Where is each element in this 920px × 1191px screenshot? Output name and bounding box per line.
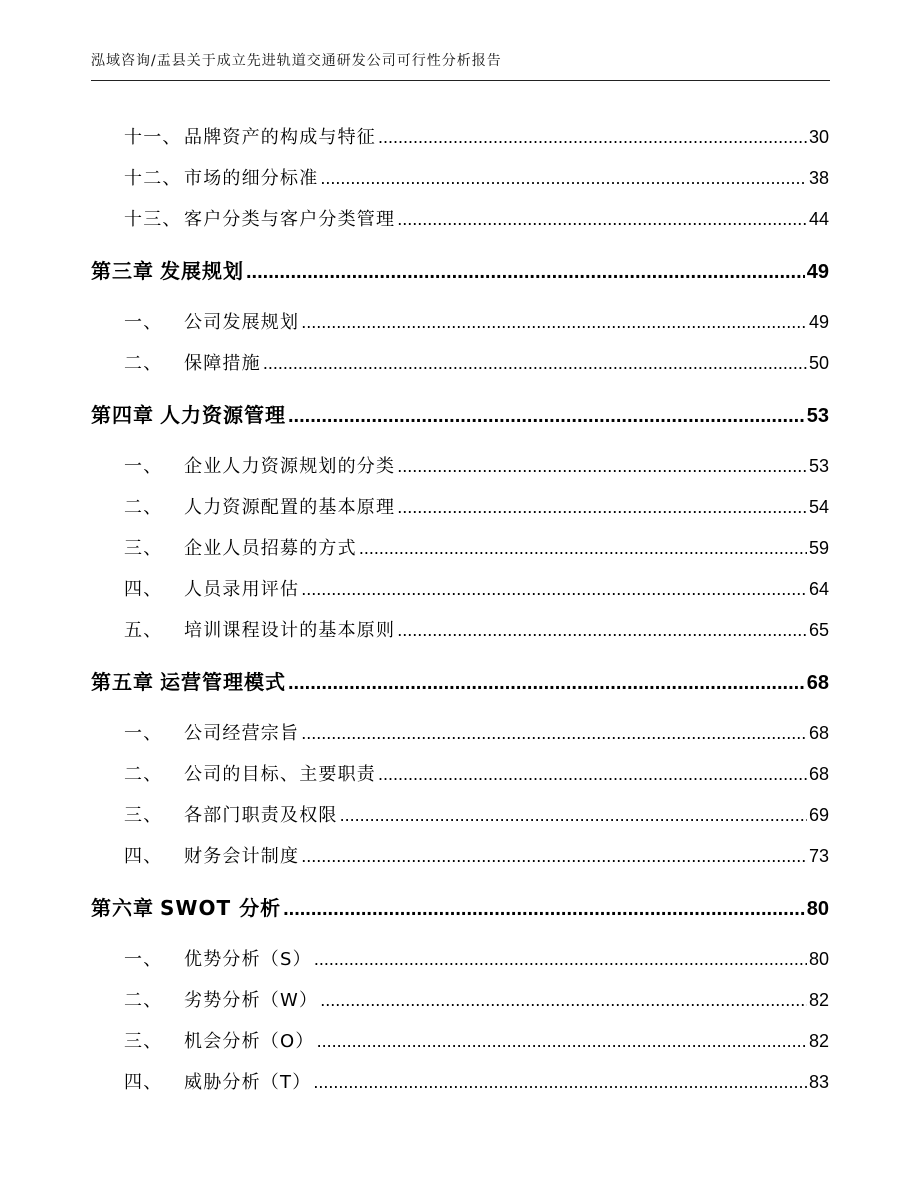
- entry-number: 十一、: [124, 127, 182, 148]
- chapter-page: 80: [806, 898, 829, 920]
- entry-page: 54: [808, 497, 829, 517]
- dot-leader: [301, 579, 807, 600]
- entry-page: 44: [808, 209, 829, 229]
- dot-leader: [288, 672, 805, 695]
- entry-title: 公司的目标、主要职责: [184, 764, 376, 785]
- entry-page: 38: [808, 168, 829, 188]
- toc-entry[interactable]: [124, 534, 829, 560]
- toc-entry[interactable]: [124, 760, 829, 786]
- entry-title: 机会分析（O）: [184, 1031, 315, 1052]
- dot-leader: [397, 456, 807, 477]
- dot-leader: [378, 127, 807, 148]
- chapter-title: 人力资源管理: [160, 403, 286, 427]
- entry-page: 68: [808, 723, 829, 743]
- entry-title: 客户分类与客户分类管理: [184, 209, 396, 230]
- entry-title: 公司经营宗旨: [184, 723, 300, 744]
- entry-page: 73: [808, 846, 829, 866]
- dot-leader: [397, 620, 807, 641]
- entry-page: 83: [808, 1072, 829, 1092]
- toc-entry[interactable]: [124, 945, 829, 971]
- chapter-number: 第六章: [91, 896, 154, 920]
- dot-leader: [397, 209, 807, 230]
- dot-leader: [314, 949, 807, 970]
- toc-entry[interactable]: [124, 1027, 829, 1053]
- entry-title: 人员录用评估: [184, 579, 300, 600]
- entry-number: 二、: [124, 990, 163, 1011]
- entry-title: 威胁分析（T）: [184, 1072, 312, 1093]
- chapter-page: 68: [806, 672, 829, 694]
- entry-page: 80: [808, 949, 829, 969]
- entry-page: 49: [808, 312, 829, 332]
- entry-title: 人力资源配置的基本原理: [184, 497, 396, 518]
- dot-leader: [263, 353, 807, 374]
- toc-entry[interactable]: [124, 1068, 829, 1094]
- dot-leader: [340, 805, 807, 826]
- entry-title: 培训课程设计的基本原则: [184, 620, 396, 641]
- dot-leader: [301, 846, 807, 867]
- toc-entry[interactable]: [124, 801, 829, 827]
- entry-number: 三、: [124, 1031, 163, 1052]
- entry-page: 82: [808, 990, 829, 1010]
- entry-page: 59: [808, 538, 829, 558]
- dot-leader: [320, 990, 807, 1011]
- toc-entry[interactable]: [124, 349, 829, 375]
- chapter-number: 第四章: [91, 403, 154, 427]
- dot-leader: [397, 497, 807, 518]
- entry-number: 十三、: [124, 209, 182, 230]
- dot-leader: [246, 261, 805, 284]
- entry-number: 二、: [124, 497, 163, 518]
- entry-number: 一、: [124, 312, 163, 333]
- toc-entry[interactable]: [124, 575, 829, 601]
- entry-page: 65: [808, 620, 829, 640]
- entry-number: 十二、: [124, 168, 182, 189]
- toc-entry[interactable]: [124, 164, 829, 190]
- dot-leader: [301, 312, 807, 333]
- entry-number: 三、: [124, 805, 163, 826]
- toc-chapter[interactable]: [91, 255, 829, 284]
- toc-entry[interactable]: [124, 616, 829, 642]
- dot-leader: [359, 538, 807, 559]
- entry-number: 五、: [124, 620, 163, 641]
- entry-title: 保障措施: [184, 353, 261, 374]
- toc-entry[interactable]: [124, 493, 829, 519]
- entry-title: 各部门职责及权限: [184, 805, 338, 826]
- header-rule: [91, 80, 830, 81]
- toc-entry[interactable]: [124, 719, 829, 745]
- toc-chapter[interactable]: [91, 666, 829, 695]
- chapter-number: 第五章: [91, 670, 154, 694]
- chapter-title: SWOT 分析: [160, 896, 282, 920]
- entry-title: 劣势分析（W）: [184, 990, 319, 1011]
- toc-entry[interactable]: [124, 452, 829, 478]
- chapter-page: 49: [806, 261, 829, 283]
- entry-number: 一、: [124, 456, 163, 477]
- toc-entry[interactable]: [124, 123, 829, 149]
- chapter-page: 53: [806, 405, 829, 427]
- entry-page: 53: [808, 456, 829, 476]
- toc-chapter[interactable]: [91, 892, 829, 921]
- running-header: 泓域咨询/盂县关于成立先进轨道交通研发公司可行性分析报告: [91, 53, 502, 69]
- entry-title: 优势分析（S）: [184, 949, 312, 970]
- entry-number: 四、: [124, 846, 163, 867]
- entry-title: 品牌资产的构成与特征: [184, 127, 376, 148]
- entry-number: 一、: [124, 723, 163, 744]
- dot-leader: [301, 723, 807, 744]
- dot-leader: [313, 1072, 807, 1093]
- dot-leader: [317, 1031, 807, 1052]
- toc-entry[interactable]: [124, 308, 829, 334]
- entry-number: 四、: [124, 579, 163, 600]
- chapter-title: 运营管理模式: [160, 670, 286, 694]
- entry-page: 82: [808, 1031, 829, 1051]
- entry-page: 30: [808, 127, 829, 147]
- entry-title: 企业人力资源规划的分类: [184, 456, 396, 477]
- toc-entry[interactable]: [124, 842, 829, 868]
- dot-leader: [288, 405, 805, 428]
- entry-number: 四、: [124, 1072, 163, 1093]
- entry-number: 二、: [124, 764, 163, 785]
- entry-number: 二、: [124, 353, 163, 374]
- entry-page: 69: [808, 805, 829, 825]
- entry-title: 市场的细分标准: [184, 168, 319, 189]
- chapter-number: 第三章: [91, 259, 154, 283]
- entry-number: 一、: [124, 949, 163, 970]
- dot-leader: [283, 898, 805, 921]
- toc-entry[interactable]: [124, 205, 829, 231]
- dot-leader: [378, 764, 807, 785]
- entry-number: 三、: [124, 538, 163, 559]
- entry-page: 50: [808, 353, 829, 373]
- dot-leader: [320, 168, 807, 189]
- entry-page: 68: [808, 764, 829, 784]
- entry-title: 财务会计制度: [184, 846, 300, 867]
- toc-entry[interactable]: [124, 986, 829, 1012]
- chapter-title: 发展规划: [160, 259, 244, 283]
- entry-title: 公司发展规划: [184, 312, 300, 333]
- entry-page: 64: [808, 579, 829, 599]
- entry-title: 企业人员招募的方式: [184, 538, 357, 559]
- toc-chapter[interactable]: [91, 399, 829, 428]
